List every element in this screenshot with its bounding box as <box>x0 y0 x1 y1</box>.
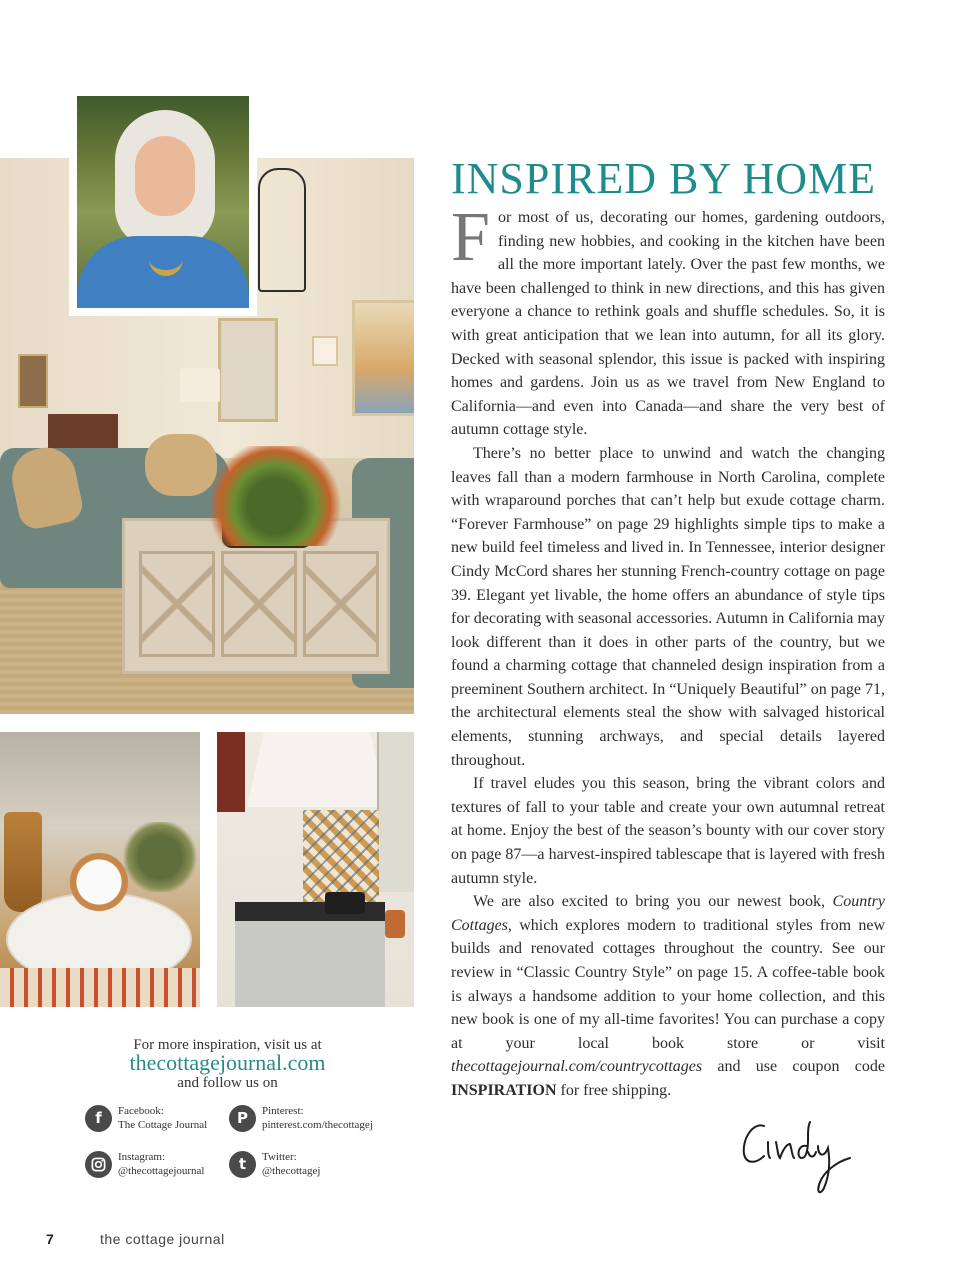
twitter-icon: t <box>229 1151 256 1178</box>
facebook-label: Facebook: <box>118 1105 164 1117</box>
instagram-icon <box>85 1151 112 1178</box>
twitter-label: Twitter: <box>262 1151 297 1163</box>
promo-follow: and follow us on <box>177 1075 278 1091</box>
paragraph-1: For most of us, decorating our homes, gardening outdoors, finding new hobbies, and cooking in the kitchen have been all the more important lately. Over the past few months, we have been challenged to think in new directions, and this has given everyone a chance to rethink goals and shuffle schedules. So, it is with great anticipation that we lean into autumn, for all its glory. Decked with seasonal splendor, this issue is packed with inspiring homes and gardens. Join us as we travel from New England to California—and even into Canada—and share the very best of autumn cottage style. <box>451 199 885 439</box>
article-title: INSPIRED BY HOME <box>451 154 877 203</box>
page-number: 7 <box>46 1231 54 1247</box>
website-link[interactable]: thecottagejournal.com <box>129 1050 326 1075</box>
promo-intro: For more inspiration, visit us at <box>133 1037 322 1053</box>
pinterest-label: Pinterest: <box>262 1105 304 1117</box>
tablescape-photo <box>0 732 200 1007</box>
editor-portrait <box>69 88 257 316</box>
book-title: Country Cottages <box>451 893 885 934</box>
article-body <box>451 199 885 1103</box>
book-link[interactable]: thecottagejournal.com/countrycottages <box>451 1058 703 1076</box>
pinterest-handle: pinterest.com/thecottagej <box>262 1119 373 1131</box>
instagram-label: Instagram: <box>118 1151 166 1163</box>
twitter-handle: @thecottagej <box>262 1165 321 1177</box>
editor-signature <box>738 1112 856 1198</box>
kitchen-photo <box>217 732 414 1007</box>
facebook-handle: The Cottage Journal <box>118 1119 208 1131</box>
social-facebook[interactable] <box>85 1104 207 1132</box>
social-instagram[interactable] <box>85 1150 205 1178</box>
coupon-code: INSPIRATION <box>451 1081 557 1099</box>
drop-cap: F <box>451 199 490 276</box>
social-twitter[interactable] <box>229 1150 320 1178</box>
pinterest-icon: P <box>229 1105 256 1132</box>
paragraph-2: There’s no better place to unwind and watch the changing leaves fall than a modern farmhouse in North Carolina, complete with wraparound porches that can’t help but exude cottage charm. “Forever Farmhouse” on page 29 highlights simple tips to make a new build feel timeless and lived in. In Tennessee, interior designer Cindy McCord shares her stunning French-country cottage on page 39. Elegant yet livable, the home offers an abundance of style tips for decorating with seasonal accessories. Autumn in California may look different than it does in other parts of the country, but we found a charming cottage that channeled design inspiration from a preeminent Southern architect. In “Uniquely Beautiful” on page 71, the architectural elements steal the show with salvaged historical elements, stunning archways, and special details layered throughout. <box>451 444 885 769</box>
facebook-icon: f <box>85 1105 112 1132</box>
publication-name: the cottage journal <box>100 1231 225 1247</box>
paragraph-4: We are also excited to bring you our newest book, Country Cottages, which explores modern to traditional styles from new builds and renovated cottages throughout the country. See our review in “Classic Country Style” on page 15. A coffee-table book is always a handsome addition to your home collection, and this new book is one of my all-time favorites! You can purchase a copy at your local book store or visit thecottagejournal.com/countrycottages and use coupon code INSPIRATION for free shipping. <box>451 893 885 1099</box>
social-pinterest[interactable] <box>229 1104 373 1132</box>
instagram-handle: @thecottagejournal <box>118 1165 205 1177</box>
paragraph-3: If travel eludes you this season, bring the vibrant colors and textures of fall to your table and create your own autumnal retreat at home. Enjoy the best of the season’s bounty with our cover story on page 87—a harvest-inspired tablescape that is layered with fresh autumn style. <box>451 775 885 887</box>
